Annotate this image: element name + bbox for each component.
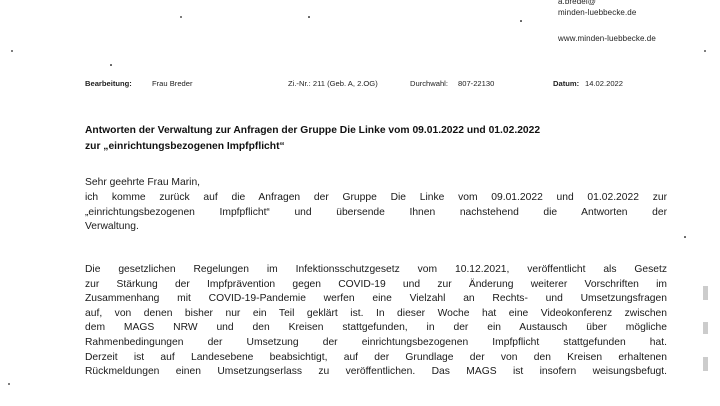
letter-subject — [85, 123, 669, 154]
scan-margin-mark — [703, 322, 708, 334]
datum-value: 14.02.2022 — [585, 79, 624, 88]
salutation — [85, 176, 667, 191]
subject-line-2: zur „einrichtungsbezogenen Impfpflicht“ — [85, 140, 285, 152]
bearbeitung-label: Bearbeitung: — [85, 79, 132, 88]
paragraph-2-line: Derzeit ist auf Landesebene beabsichtigt, auf der Grundlage der von den Kreisen erhaltenen — [85, 351, 667, 363]
paragraph-2-line: zur Stärkung der Impfprävention gegen COVID-19 und zur Änderung weiterer Vorschriften im — [85, 278, 667, 290]
paragraph-2-line: dem MAGS NRW und den Kreisen stattgefunden, in der ein Austausch über mögliche — [85, 322, 667, 334]
contact-email-line2: minden-luebbecke.de — [558, 8, 637, 17]
scan-speck — [308, 16, 310, 18]
scan-speck — [704, 50, 706, 52]
datum-label: Datum: — [553, 79, 580, 88]
scan-speck — [8, 383, 10, 385]
durchwahl-label: Durchwahl: — [410, 79, 448, 88]
durchwahl-value: 807-22130 — [458, 79, 495, 88]
paragraph-2-line: Rückmeldungen einen Umsetzungserlass zu veröffentlichen. Das MAGS ist insofern weisungsbefugt. — [85, 366, 667, 378]
scan-speck — [11, 50, 13, 52]
subject-line-1: Antworten der Verwaltung zur Anfragen der Gruppe Die Linke vom 09.01.2022 und 01.02.2022 — [85, 125, 541, 136]
paragraph-1-line: ich komme zurück auf die Anfragen der Gruppe Die Linke vom 09.01.2022 und 01.02.2022 zur — [85, 192, 667, 203]
paragraph-2-line: Zusammenhang mit COVID-19-Pandemie werfen eine Vielzahl an Rechts- und Umsetzungsfragen — [85, 293, 667, 305]
contact-website: www.minden-luebbecke.de — [558, 34, 656, 43]
scan-speck — [520, 20, 522, 22]
scan-margin-mark — [703, 286, 708, 300]
room-number: Zi.-Nr.: 211 (Geb. A, 2.OG) — [288, 79, 378, 88]
scan-speck — [684, 236, 686, 238]
paragraph-2-line: Rahmenbedingungen der Umsetzung der einrichtungsbezogenen Impfpflicht stattgefunden hat. — [85, 336, 667, 348]
scan-margin-mark — [703, 357, 708, 371]
contact-email-line1: a.bredel@ — [558, 0, 596, 6]
contact-block — [558, 0, 656, 44]
paragraph-2-line: auf, von denen bisher nur ein Teil geklärt ist. In dieser Woche hat eine Videokonferenz zwischen — [85, 307, 667, 319]
paragraph-1-line: „einrichtungsbezogenen Impfpflicht“ und übersende Ihnen nachstehend die Antworten der — [85, 206, 667, 218]
paragraph-2 — [85, 263, 667, 380]
scan-speck — [110, 64, 112, 66]
bearbeitung-value: Frau Breder — [152, 79, 193, 88]
greeting-line: Sehr geehrte Frau Marin, — [85, 177, 201, 188]
paragraph-1-line: Verwaltung. — [85, 221, 139, 233]
paragraph-1 — [85, 191, 667, 235]
paragraph-2-line: Die gesetzlichen Regelungen im Infektionsschutzgesetz vom 10.12.2021, veröffentlicht als Gesetz — [85, 264, 667, 275]
scan-speck — [180, 16, 182, 18]
